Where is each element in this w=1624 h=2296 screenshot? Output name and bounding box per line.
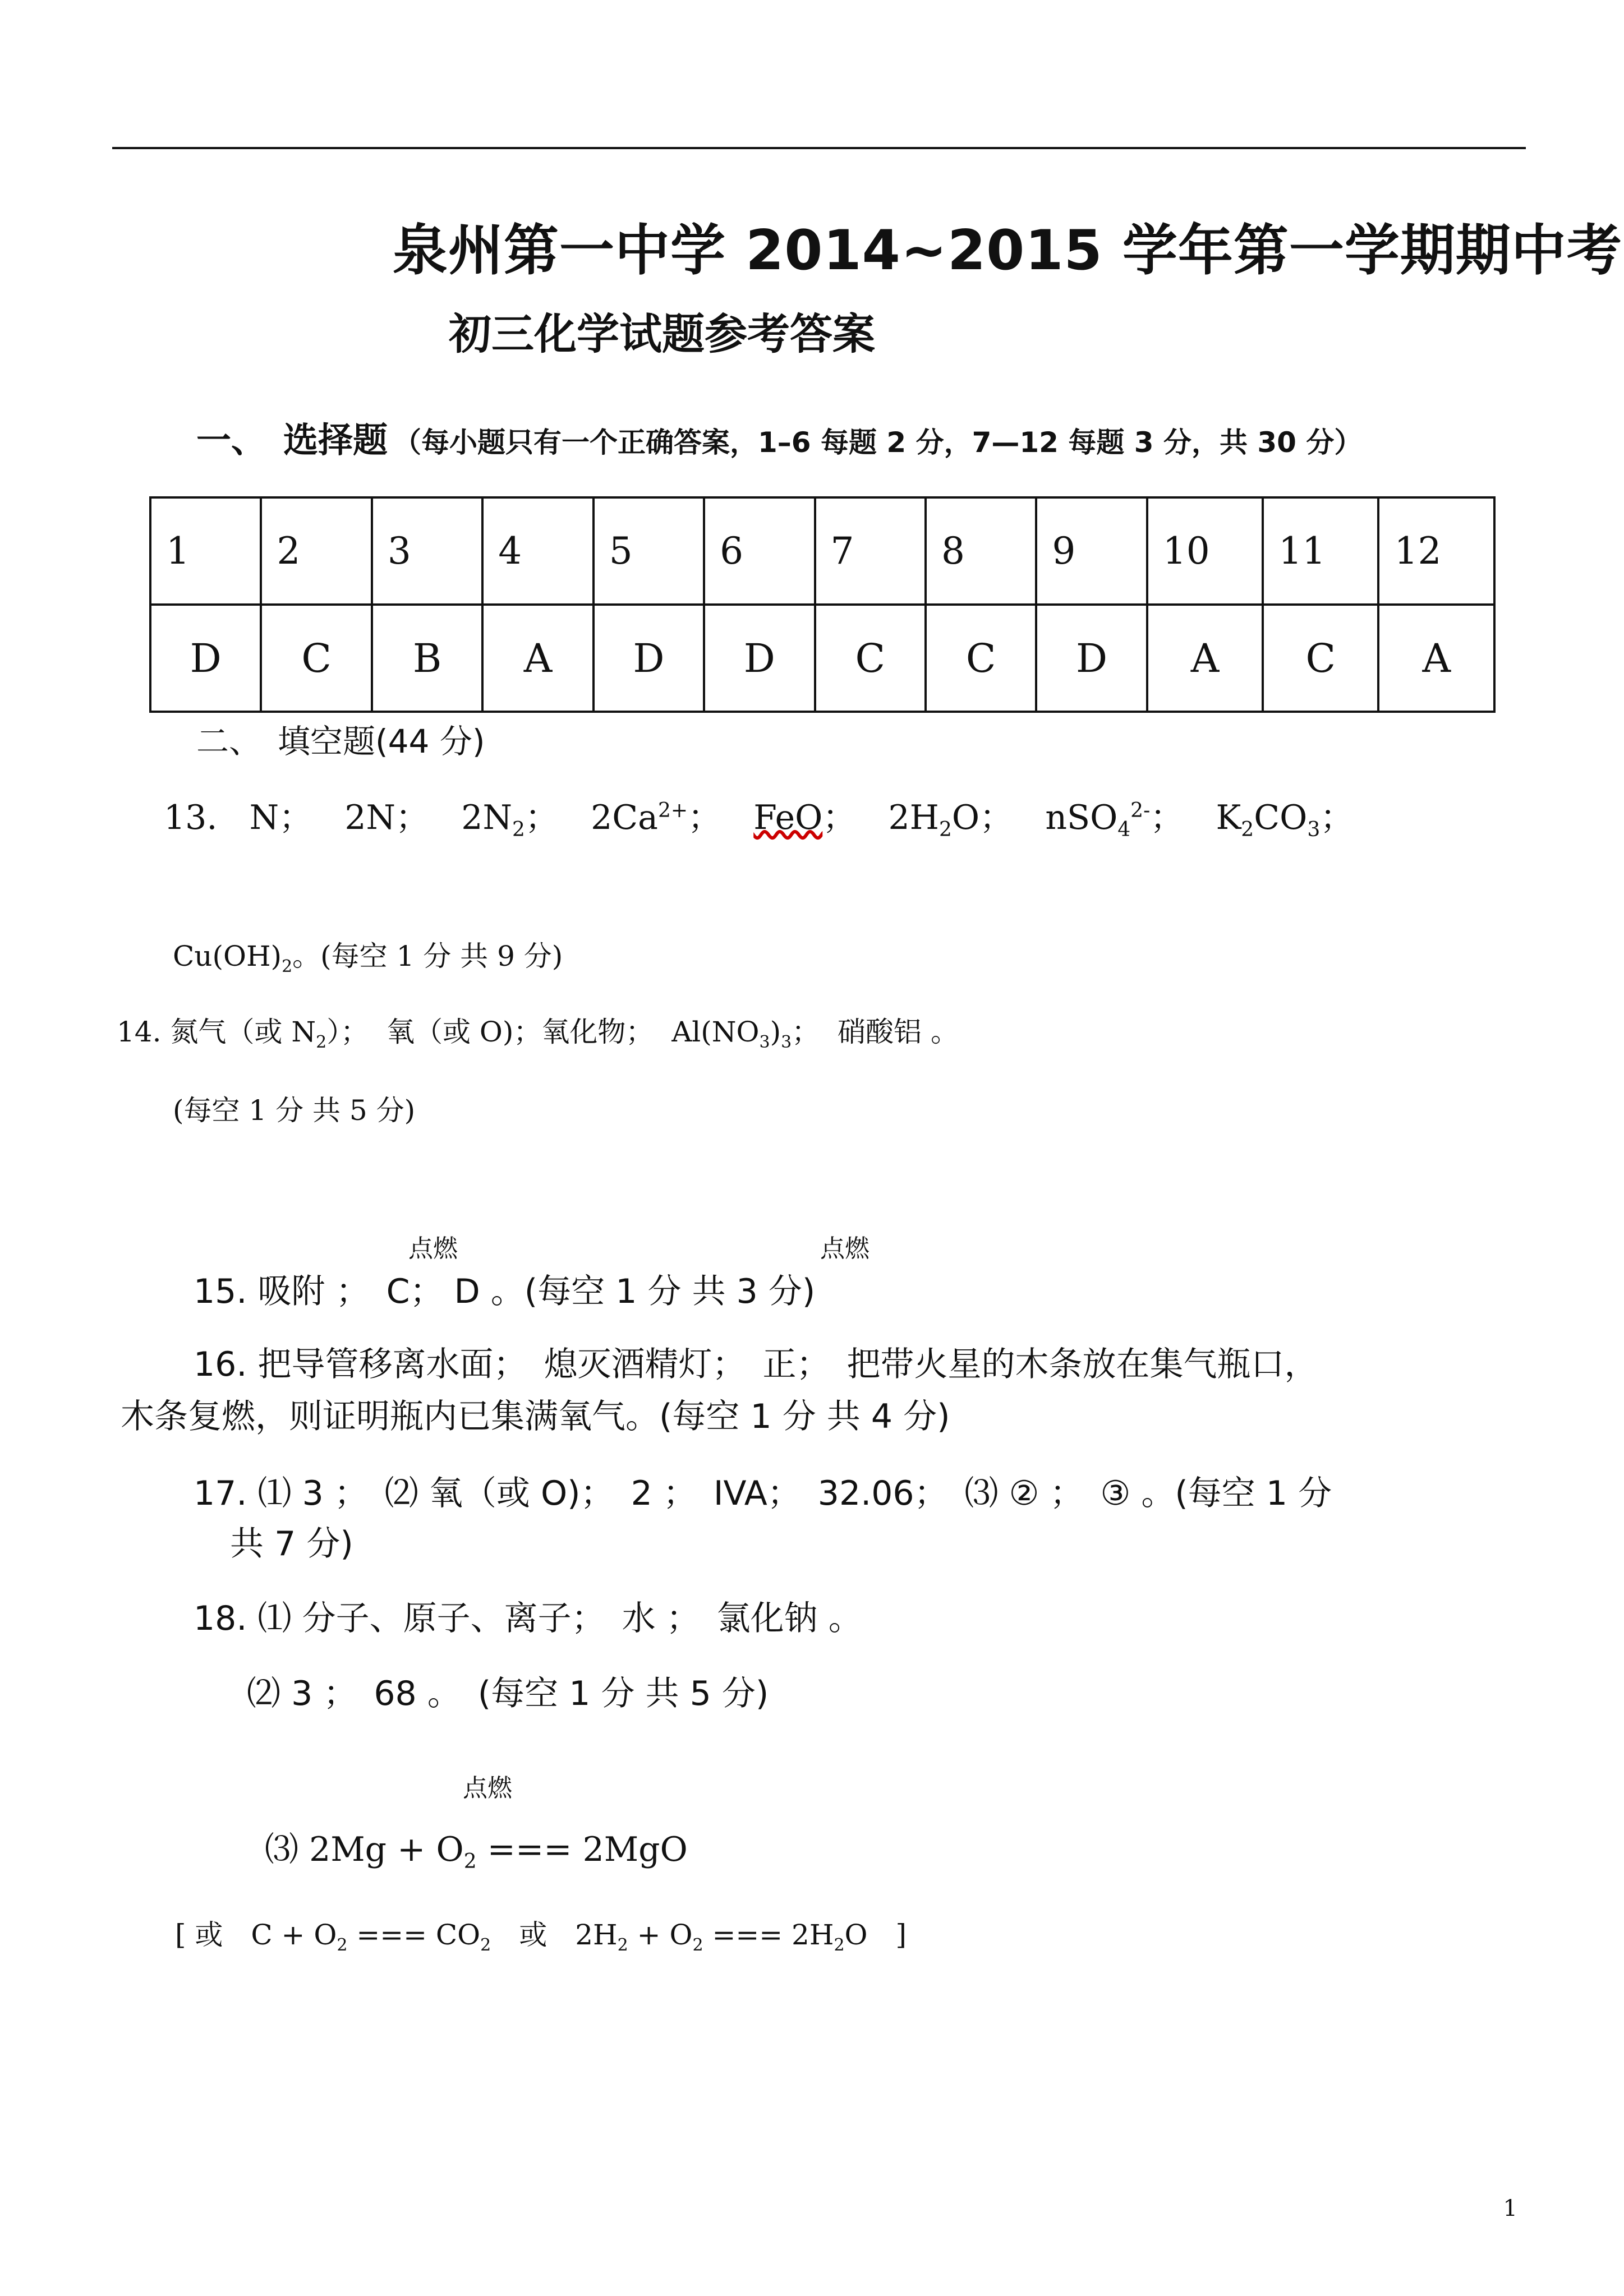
formula-text: 2H: [888, 798, 939, 837]
table-cell: 11: [1263, 497, 1378, 605]
top-rule: [112, 147, 1526, 149]
formula-text: 或 2H: [491, 1919, 618, 1951]
q14-answer: 硝酸铝 。: [838, 1016, 959, 1048]
section2-heading: 二、 填空题(44 分): [196, 722, 485, 760]
q14-answer: 氧（或 O)；氧化物；: [386, 1016, 654, 1048]
page-title: 泉州第一中学 2014~2015 学年第一学期期中考: [393, 219, 1622, 283]
q13-answer: [1216, 798, 1354, 841]
formula-text: 2N: [461, 798, 512, 837]
q18-line1: 18. ⑴ 分子、原子、离子； 水 ； 氯化钠 。: [194, 1599, 862, 1638]
ignite-label: 点燃: [408, 1234, 458, 1263]
formula-sub: 2: [337, 1935, 348, 1955]
formula-text: ；: [792, 1016, 820, 1048]
table-cell: 5: [594, 497, 704, 605]
table-cell: 3: [372, 497, 482, 605]
q17-line2: 共 7 分): [230, 1524, 353, 1564]
formula-text: ；: [822, 798, 857, 837]
formula-text: FeO: [753, 798, 823, 837]
formula-text: ⑶ 2Mg + O: [265, 1830, 464, 1869]
formula-sub: 2: [512, 818, 525, 841]
q14-answer: [671, 1016, 820, 1052]
table-cell: D: [1036, 605, 1147, 712]
table-cell: 4: [482, 497, 593, 605]
section1-heading: [196, 412, 1362, 462]
formula-text: ；: [688, 798, 722, 837]
formula-sub: 4: [1117, 818, 1131, 841]
answer-table-numbers: [150, 497, 1494, 605]
table-cell: 8: [926, 497, 1036, 605]
formula-sub: 2: [282, 957, 293, 976]
q18-line4: [175, 1912, 907, 1955]
table-cell: 6: [704, 497, 815, 605]
table-cell: 1: [150, 497, 261, 605]
q13-line2: [173, 934, 563, 976]
formula-text: === 2H: [703, 1919, 834, 1951]
q14-score: (每空 1 分 共 5 分): [173, 1094, 416, 1127]
formula-text: ；: [525, 798, 559, 837]
formula-sub: 2: [316, 1032, 327, 1052]
formula-text: === CO: [347, 1919, 481, 1951]
section1-note: （每小题只有一个正确答案，1–6 每题 2 分，7—12 每题 3 分，共 30 分）: [393, 426, 1363, 459]
q14-answer: [170, 1016, 369, 1052]
q17-line1: 17. ⑴ 3 ； ⑵ 氧（或 O)； 2 ； IVA； 32.06； ⑶ ② ； ③ 。(每空 1 分: [194, 1474, 1332, 1513]
q16-line1: 16. 把导管移离水面； 熄灭酒精灯； 正； 把带火星的木条放在集气瓶口，: [194, 1345, 1318, 1384]
table-cell: C: [1263, 605, 1378, 712]
formula-sub: 2: [692, 1935, 703, 1955]
formula-sub: 2: [617, 1935, 628, 1955]
formula-sup: 2+: [657, 799, 688, 822]
formula-text: === 2MgO: [476, 1830, 688, 1869]
q13-answer: [888, 798, 1014, 841]
page-number: 1: [1503, 2196, 1517, 2221]
formula-sub: 2: [463, 1850, 477, 1873]
formula-sub: 2: [834, 1935, 845, 1955]
q13-answer: 2N；: [344, 798, 430, 837]
section1-title: 一、 选择题: [196, 419, 388, 460]
formula-text: ）；: [326, 1016, 369, 1048]
table-cell: C: [261, 605, 371, 712]
formula-text: 氮气（或 N: [170, 1016, 316, 1048]
formula-sup: 2-: [1130, 799, 1151, 822]
formula-sub: 3: [759, 1032, 770, 1052]
table-cell: D: [704, 605, 815, 712]
q15-line: 15. 吸附 ； C； D 。(每空 1 分 共 3 分): [194, 1272, 816, 1311]
table-cell: 2: [261, 497, 371, 605]
table-cell: C: [815, 605, 926, 712]
answer-table: [149, 496, 1496, 713]
formula-text: ；: [1320, 798, 1354, 837]
formula-text: nSO: [1045, 798, 1118, 837]
q13-answer: [591, 798, 721, 837]
q16-line2: 木条复燃，则证明瓶内已集满氧气。(每空 1 分 共 4 分): [121, 1397, 950, 1436]
formula-sub: 3: [781, 1032, 792, 1052]
table-cell: B: [372, 605, 482, 712]
formula-text: K: [1216, 798, 1241, 837]
formula-text: ；: [1150, 798, 1184, 837]
table-cell: 10: [1147, 497, 1263, 605]
formula-text: CO: [1254, 798, 1308, 837]
formula-text: O；: [951, 798, 1014, 837]
table-cell: D: [150, 605, 261, 712]
formula-sub: 2: [939, 818, 952, 841]
q13-answer: [753, 798, 856, 837]
formula-text: Cu(OH): [173, 940, 282, 972]
q14-number: 14.: [117, 1016, 162, 1048]
table-cell: 7: [815, 497, 926, 605]
ignite-label: 点燃: [820, 1234, 869, 1263]
answer-table-answers: [150, 605, 1494, 712]
q13-answer: [461, 798, 559, 841]
table-cell: D: [594, 605, 704, 712]
page-subtitle: 初三化学试题参考答案: [449, 309, 875, 359]
q13-answer: [1045, 798, 1184, 841]
table-cell: 12: [1378, 497, 1494, 605]
formula-text: 。(每空 1 分 共 9 分): [292, 940, 563, 972]
formula-text: 2Ca: [591, 798, 658, 837]
q13-line1: [164, 791, 1354, 841]
table-cell: A: [1147, 605, 1263, 712]
formula-text: + O: [628, 1919, 693, 1951]
formula-text: Al(NO: [671, 1016, 760, 1048]
formula-text: O ]: [844, 1919, 907, 1951]
table-cell: C: [926, 605, 1036, 712]
formula-sub: 2: [480, 1935, 491, 1955]
formula-text: ): [770, 1016, 781, 1048]
q13-number: 13.: [164, 798, 218, 837]
q18-line3: [265, 1823, 688, 1873]
formula-sub: 3: [1307, 818, 1321, 841]
table-cell: A: [482, 605, 593, 712]
table-cell: 9: [1036, 497, 1147, 605]
formula-sub: 2: [1241, 818, 1254, 841]
formula-text: [ 或 C + O: [175, 1919, 337, 1951]
q13-answer: N；: [249, 798, 313, 837]
q14-line1: [117, 1009, 959, 1052]
ignite-label: 点燃: [463, 1774, 512, 1802]
q18-line2: ⑵ 3 ； 68 。 (每空 1 分 共 5 分): [247, 1674, 769, 1713]
table-cell: A: [1378, 605, 1494, 712]
